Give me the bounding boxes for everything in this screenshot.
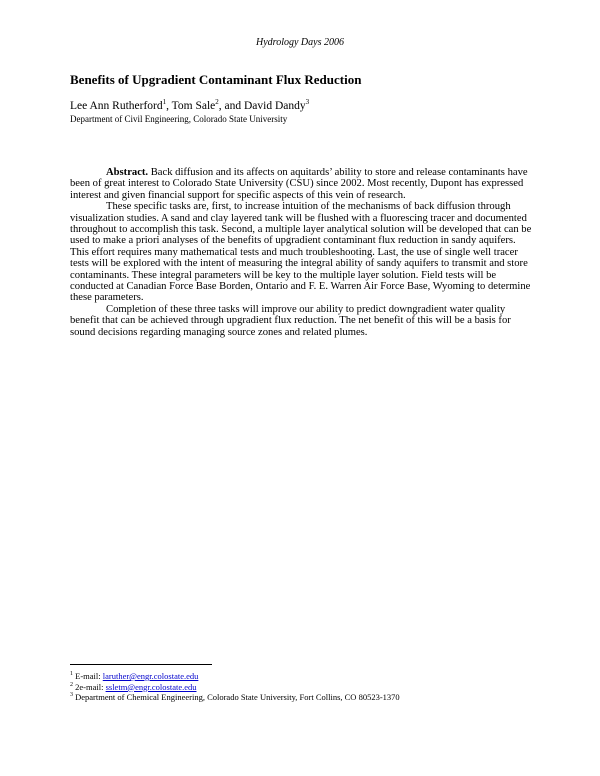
author-separator: , and [218, 100, 244, 112]
author-separator: , [166, 100, 172, 112]
running-header: Hydrology Days 2006 [256, 37, 344, 48]
author-name: Tom Sale [171, 100, 216, 112]
author-name: David Dandy [244, 100, 306, 112]
footnote-mark: 2 [70, 681, 73, 688]
author-footnote-mark: 3 [305, 98, 310, 107]
footnote-mark: 3 [70, 692, 73, 699]
author-list [70, 100, 540, 112]
email-link[interactable]: ssletm@engr.colostate.edu [105, 681, 197, 692]
footnote-text: E-mail: [73, 671, 103, 681]
abstract-paragraph [70, 167, 534, 201]
footnote-divider [70, 664, 212, 665]
abstract-label: Abstract. [106, 167, 149, 178]
footnote [70, 671, 540, 682]
footnote-text: Department of Chemical Engineering, Colorado State University, Fort Collins, CO 80523-1370 [73, 692, 400, 702]
footnote [70, 682, 540, 693]
abstract-paragraph: These specific tasks are, first, to increase intuition of the mechanisms of back diffusion through visualization studies. A sand and clay layered tank will be flushed with a fluorescing tracer and documented throughout to accomplish this task. Second, a multiple layer analytical solution will be developed that can be used to make a priori analyses of the benefits of upgradient contaminant flux reduction in sandy aquifers. This effort requires many mathematical tests and much troubleshooting. Last, the use of single well tracer tests will be explored with the intent of measuring the integral ability of sandy aquifers to transmit and store contaminants. These integral parameters will be key to the multiple layer solution. Field tests will be conducted at Canadian Force Base Borden, Ontario and F. E. Warren Air Force Base, Wyoming to determine these parameters. [70, 201, 532, 304]
abstract-paragraph: Completion of these three tasks will improve our ability to predict downgradient water quality benefit that can be achieved through upgradient flux reduction. The net benefit of this will be a basis for sound decisions regarding managing source zones and related plumes. [70, 303, 511, 338]
abstract [70, 167, 534, 338]
email-link[interactable]: laruther@engr.colostate.edu [102, 671, 199, 681]
footnote [70, 692, 540, 703]
affiliation: Department of Civil Engineering, Colorado State University [70, 114, 288, 124]
author-name: Lee Ann Rutherford [70, 100, 163, 112]
footnote-text: 2e-mail: [73, 681, 106, 692]
footnote-mark: 1 [70, 671, 73, 678]
author-footnote-mark: 2 [215, 98, 219, 107]
abstract-text: Back diffusion and its affects on aquitards’ ability to store and release contaminants have been of great interest to Colorado State University (CSU) since 2002. Most recently, Dupont has expressed interest and given financial support for specific aspects of this vein of research. [70, 167, 528, 201]
paper-title: Benefits of Upgradient Contaminant Flux Reduction [70, 72, 362, 87]
footnotes [70, 671, 540, 703]
author-footnote-mark: 1 [162, 98, 167, 107]
